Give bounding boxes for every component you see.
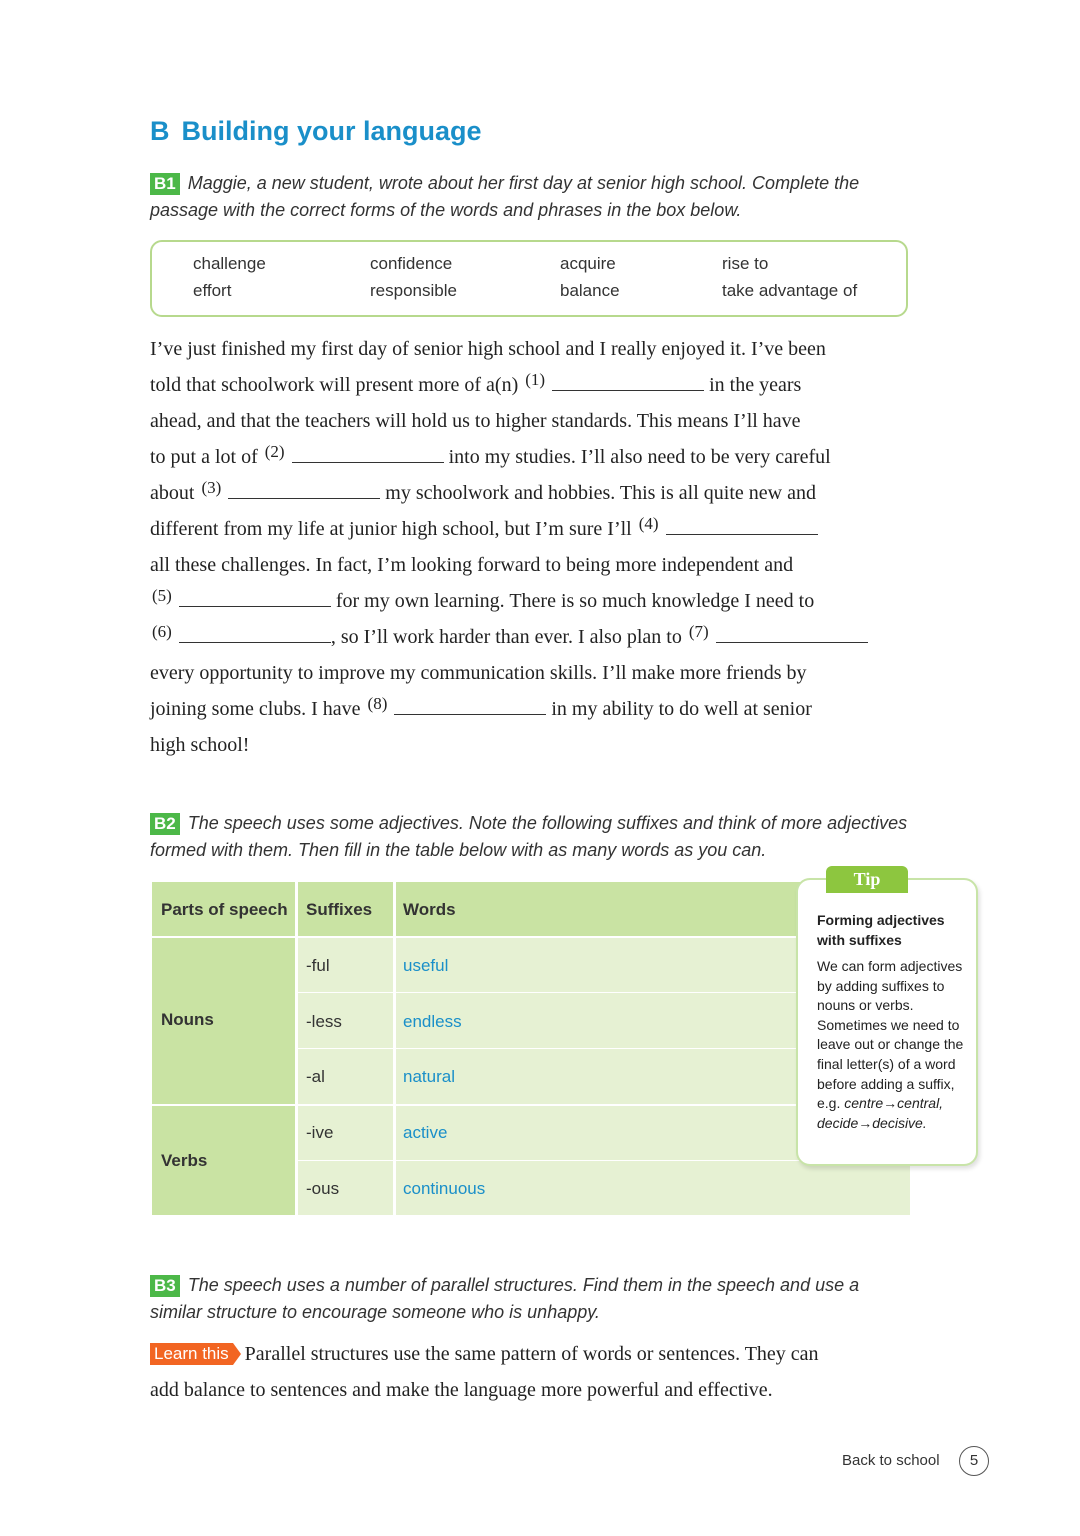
passage-text: about — [150, 482, 195, 504]
word-box-item: challenge — [193, 254, 266, 273]
passage-line: high school! — [150, 734, 250, 756]
suffix-cell: -ive — [306, 1123, 334, 1142]
page-number: 5 — [959, 1446, 989, 1476]
tip-tab: Tip — [826, 866, 908, 893]
suffix-cell: -ful — [306, 956, 330, 975]
blank-number: (8) — [367, 694, 388, 713]
word-box-item: take advantage of — [722, 281, 858, 300]
tip-title: Forming adjectives with suffixes — [817, 912, 945, 948]
word-cell: useful — [403, 956, 449, 975]
verbs-label: Verbs — [161, 1151, 208, 1170]
word-box-item: effort — [193, 281, 232, 300]
b1-tag: B1 — [150, 173, 180, 195]
tip-text: We can form adjectives by adding suffixes to nouns or verbs. Sometimes we need to leave out or change the final letter(s) of a word before adding a suffix, e.g. — [817, 958, 964, 1112]
passage-text: in the years — [709, 374, 802, 396]
suffix-cell: -al — [306, 1067, 325, 1086]
passage-line: ahead, and that the teachers will hold us to higher standards. This means I’ll have — [150, 410, 801, 432]
blank-4[interactable] — [666, 514, 818, 535]
footer-unit-title: Back to school — [842, 1452, 940, 1469]
blank-5[interactable] — [179, 586, 331, 607]
b3-tag: B3 — [150, 1275, 180, 1297]
learn-this-block — [150, 1336, 925, 1408]
section-heading — [150, 116, 482, 147]
passage-line: all these challenges. In fact, I’m looking forward to being more independent and — [150, 554, 794, 576]
passage-line — [150, 619, 925, 655]
b3-instruction-line2: similar structure to encourage someone who is unhappy. — [150, 1302, 600, 1322]
passage-text: to put a lot of — [150, 446, 258, 468]
nouns-label: Nouns — [161, 1010, 214, 1029]
header-suffixes: Suffixes — [306, 900, 373, 919]
passage-text: joining some clubs. I have — [150, 698, 361, 720]
blank-number: (7) — [688, 622, 709, 641]
passage-line: I’ve just finished my first day of senior high school and I really enjoyed it. I’ve been — [150, 338, 826, 360]
blank-8[interactable] — [394, 694, 546, 715]
blank-1[interactable] — [552, 370, 704, 391]
suffix-cell: -ous — [306, 1179, 340, 1198]
b2-instruction — [150, 810, 920, 864]
word-box-item: confidence — [370, 254, 453, 273]
b2-instruction-line1: The speech uses some adjectives. Note the following suffixes and think of more adjectives — [187, 813, 908, 833]
section-title: Building your language — [181, 116, 482, 146]
header-words: Words — [403, 900, 456, 919]
learn-this-line2: add balance to sentences and make the language more powerful and effective. — [150, 1379, 773, 1401]
word-box — [150, 240, 908, 317]
passage-line — [150, 367, 925, 403]
b3-instruction-line1: The speech uses a number of parallel structures. Find them in the speech and use a — [187, 1275, 860, 1295]
word-box-item: acquire — [560, 254, 616, 273]
passage-text: told that schoolwork will present more of a(n) — [150, 374, 519, 396]
passage — [150, 331, 925, 763]
b3-instruction — [150, 1272, 920, 1326]
blank-number: (6) — [152, 622, 172, 641]
passage-line — [150, 439, 925, 475]
blank-number: (5) — [152, 586, 172, 605]
passage-line — [150, 583, 925, 619]
blank-7[interactable] — [716, 622, 868, 643]
b2-instruction-line2: formed with them. Then fill in the table below with as many words as you can. — [150, 840, 767, 860]
passage-line — [150, 511, 925, 547]
section-letter: B — [150, 116, 170, 146]
word-box-item: balance — [560, 281, 620, 300]
learn-this-line1: Parallel structures use the same pattern of words or sentences. They can — [244, 1343, 819, 1365]
word-cell: natural — [403, 1067, 455, 1086]
word-cell: active — [403, 1123, 448, 1142]
b1-instruction-line2: passage with the correct forms of the words and phrases in the box below. — [150, 200, 742, 220]
passage-line — [150, 691, 925, 727]
tip-body — [817, 957, 972, 1133]
b1-instruction — [150, 170, 920, 224]
suffix-cell: -less — [306, 1012, 342, 1031]
blank-number: (2) — [264, 442, 285, 461]
word-cell: endless — [403, 1012, 462, 1031]
passage-text: into my studies. I’ll also need to be very careful — [448, 446, 831, 468]
blank-number: (3) — [201, 478, 222, 497]
blank-number: (4) — [638, 514, 659, 533]
blank-6[interactable] — [179, 622, 331, 643]
word-box-item: rise to — [722, 254, 769, 273]
tip-example: centre→central, decide→decisive. — [817, 1095, 944, 1131]
word-cell: continuous — [403, 1179, 486, 1198]
passage-line — [150, 475, 925, 511]
header-parts-of-speech: Parts of speech — [161, 900, 288, 919]
passage-text: for my own learning. There is so much knowledge I need to — [335, 590, 815, 612]
blank-3[interactable] — [228, 478, 380, 499]
learn-this-tag: Learn this — [150, 1343, 233, 1365]
blank-2[interactable] — [292, 442, 444, 463]
passage-text: my schoolwork and hobbies. This is all quite new and — [385, 482, 816, 504]
parts-of-speech-column — [152, 936, 295, 1215]
b1-instruction-line1: Maggie, a new student, wrote about her first day at senior high school. Complete the — [187, 173, 860, 193]
word-box-item: responsible — [370, 281, 457, 300]
b2-tag: B2 — [150, 813, 180, 835]
passage-text: , so I’ll work harder than ever. I also plan to — [330, 626, 682, 648]
passage-text: different from my life at junior high school, but I’m sure I’ll — [150, 518, 632, 540]
blank-number: (1) — [525, 370, 546, 389]
passage-line: every opportunity to improve my communication skills. I’ll make more friends by — [150, 662, 807, 684]
passage-text: in my ability to do well at senior — [551, 698, 812, 720]
